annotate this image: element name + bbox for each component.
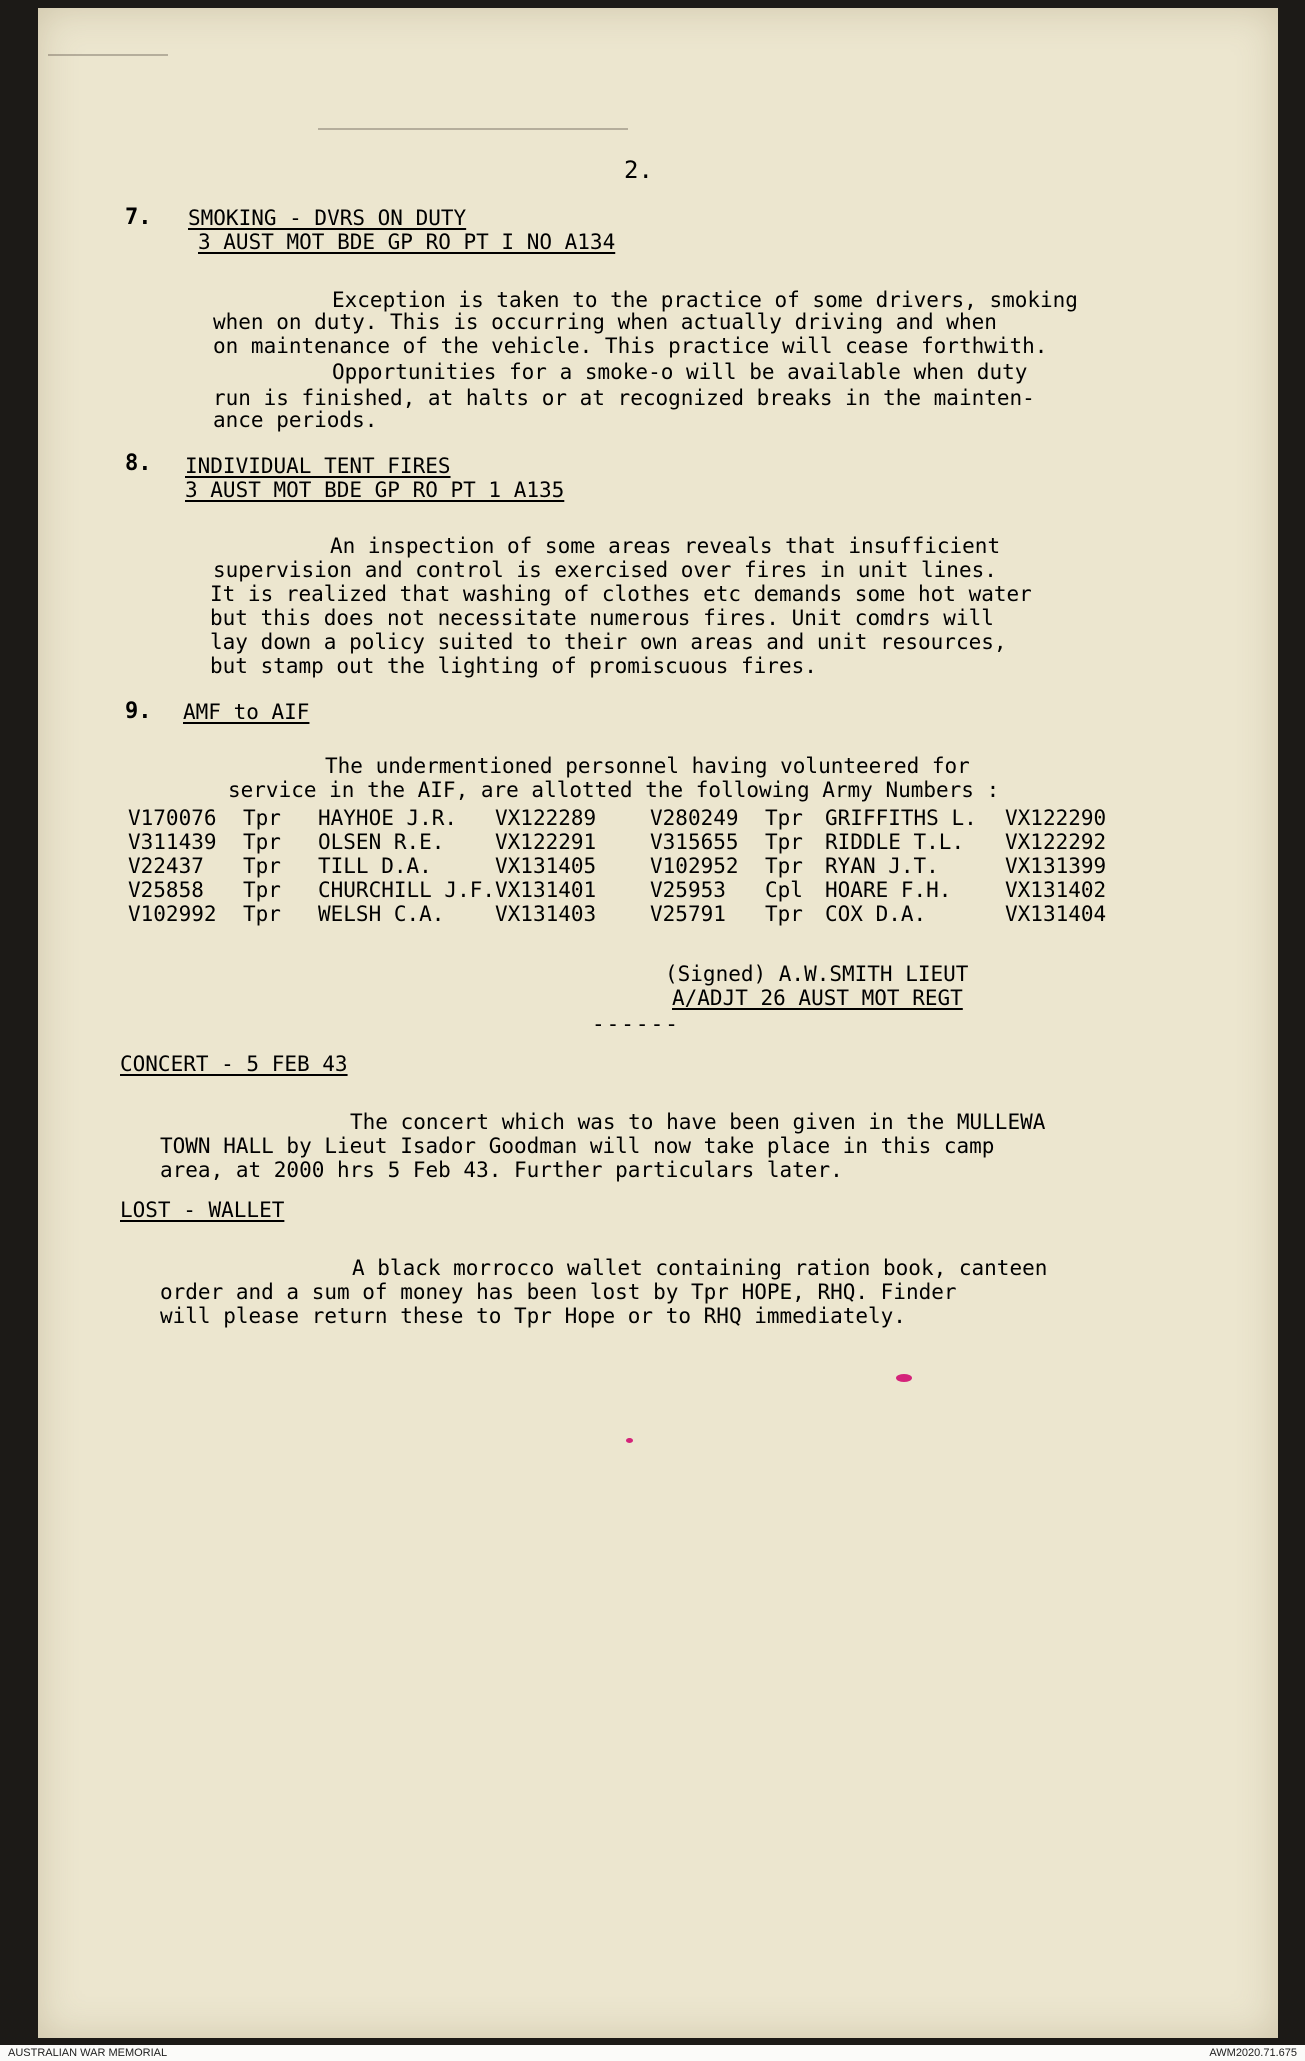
body-line: The concert which was to have been given in the MULLEWA	[350, 1110, 1046, 1134]
table-cell: V102992	[128, 902, 217, 926]
body-line: A black morrocco wallet containing ration book, canteen	[352, 1256, 1048, 1280]
body-line: The undermentioned personnel having volunteered for	[325, 754, 970, 778]
body-line: run is finished, at halts or at recognized breaks in the mainten-	[213, 386, 1035, 410]
ink-mark	[896, 1374, 912, 1382]
table-cell: RYAN J.T.	[825, 854, 939, 878]
table-cell: HOARE F.H.	[825, 878, 952, 902]
table-cell: VX131403	[495, 902, 597, 926]
table-cell: V25791	[650, 902, 726, 926]
body-line: area, at 2000 hrs 5 Feb 43. Further particulars later.	[160, 1158, 843, 1182]
archive-footer	[0, 2045, 1305, 2061]
table-cell: Tpr	[243, 830, 281, 854]
table-cell: Tpr	[765, 806, 803, 830]
section-title: SMOKING - DVRS ON DUTY	[188, 206, 467, 230]
table-row	[128, 902, 1125, 926]
personnel-table	[128, 806, 1125, 926]
table-cell: V102952	[650, 854, 739, 878]
page-number: 2.	[624, 156, 653, 184]
body-line: Opportunities for a smoke-o will be available when duty	[332, 360, 1028, 384]
section-number: 9.	[125, 699, 152, 724]
table-cell: VX122292	[1005, 830, 1107, 854]
table-cell: GRIFFITHS L.	[825, 806, 977, 830]
body-line: lay down a policy suited to their own areas and unit resources,	[210, 630, 1007, 654]
table-cell: Tpr	[243, 878, 281, 902]
table-cell: V22437	[128, 854, 204, 878]
table-cell: Tpr	[243, 854, 281, 878]
table-cell: VX131404	[1005, 902, 1107, 926]
table-cell: V311439	[128, 830, 217, 854]
body-line: but stamp out the lighting of promiscuous fires.	[210, 654, 817, 678]
table-cell: Tpr	[765, 902, 803, 926]
body-line: An inspection of some areas reveals that insufficient	[330, 534, 1001, 558]
table-cell: CHURCHILL J.F.	[318, 878, 496, 902]
table-cell: RIDDLE T.L.	[825, 830, 965, 854]
body-line: TOWN HALL by Lieut Isador Goodman will now take place in this camp	[160, 1134, 995, 1158]
table-cell: V25953	[650, 878, 726, 902]
table-cell: COX D.A.	[825, 902, 927, 926]
body-line: but this does not necessitate numerous fires. Unit comdrs will	[210, 606, 994, 630]
table-cell: TILL D.A.	[318, 854, 432, 878]
table-cell: Tpr	[765, 830, 803, 854]
table-cell: OLSEN R.E.	[318, 830, 445, 854]
ink-mark	[626, 1438, 633, 1443]
table-cell: V25858	[128, 878, 204, 902]
section-number: 7.	[125, 205, 152, 230]
table-cell: VX122290	[1005, 806, 1107, 830]
section-number: 8.	[125, 451, 152, 476]
top-smudge	[318, 128, 628, 130]
signature-line: (Signed) A.W.SMITH LIEUT	[665, 962, 969, 986]
table-cell: HAYHOE J.R.	[318, 806, 458, 830]
notice-title: LOST - WALLET	[120, 1198, 285, 1222]
signature-title: A/ADJT 26 AUST MOT REGT	[672, 986, 963, 1010]
table-cell: VX131405	[495, 854, 597, 878]
section-title: AMF to AIF	[183, 700, 310, 724]
table-row	[128, 854, 1125, 878]
body-line: service in the AIF, are allotted the following Army Numbers :	[228, 778, 1000, 802]
table-cell: VX122291	[495, 830, 597, 854]
footer-institution: AUSTRALIAN WAR MEMORIAL	[8, 2047, 168, 2059]
body-line: will please return these to Tpr Hope or to RHQ immediately.	[160, 1304, 906, 1328]
body-line: order and a sum of money has been lost by Tpr HOPE, RHQ. Finder	[160, 1280, 957, 1304]
table-cell: VX131401	[495, 878, 597, 902]
table-cell: WELSH C.A.	[318, 902, 445, 926]
table-cell: VX131402	[1005, 878, 1107, 902]
table-row	[128, 878, 1125, 902]
table-row	[128, 830, 1125, 854]
table-cell: V170076	[128, 806, 217, 830]
table-cell: Tpr	[765, 854, 803, 878]
section-reference: 3 AUST MOT BDE GP RO PT I NO A134	[198, 230, 616, 254]
table-row	[128, 806, 1125, 830]
separator-rule: ------	[592, 1012, 680, 1036]
section-title: INDIVIDUAL TENT FIRES	[185, 454, 451, 478]
corner-smudge	[48, 54, 168, 56]
body-line: on maintenance of the vehicle. This practice will cease forthwith.	[213, 334, 1048, 358]
table-cell: VX122289	[495, 806, 597, 830]
table-cell: VX131399	[1005, 854, 1107, 878]
body-line: when on duty. This is occurring when actually driving and when	[213, 310, 997, 334]
body-line: supervision and control is exercised over fires in unit lines.	[213, 558, 997, 582]
table-cell: V315655	[650, 830, 739, 854]
table-cell: V280249	[650, 806, 739, 830]
body-line: It is realized that washing of clothes etc demands some hot water	[210, 582, 1032, 606]
footer-accession: AWM2020.71.675	[1209, 2047, 1297, 2059]
body-line: ance periods.	[213, 408, 378, 432]
table-cell: Tpr	[243, 902, 281, 926]
table-cell: Tpr	[243, 806, 281, 830]
notice-title: CONCERT - 5 FEB 43	[120, 1052, 348, 1076]
section-reference: 3 AUST MOT BDE GP RO PT 1 A135	[185, 478, 565, 502]
body-line: Exception is taken to the practice of some drivers, smoking	[332, 288, 1078, 312]
table-cell: Cpl	[765, 878, 803, 902]
